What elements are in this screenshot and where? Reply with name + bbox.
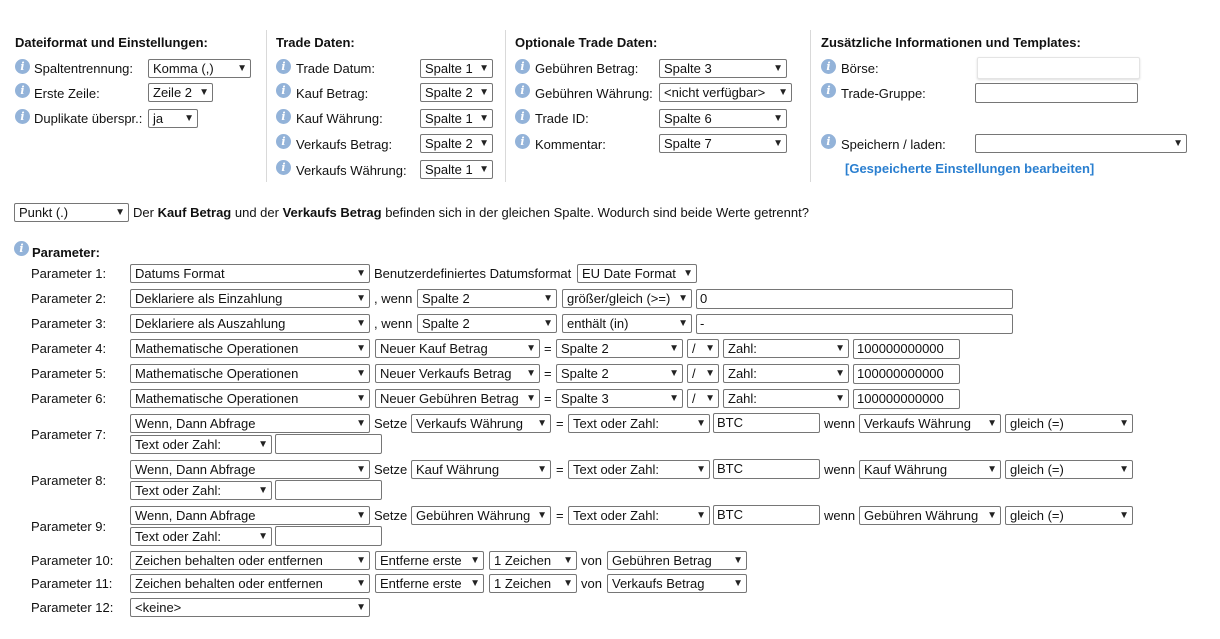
operator-select[interactable]: größer/gleich (>=) ▼	[562, 289, 692, 308]
wenn-text: wenn	[824, 462, 856, 477]
divider	[810, 30, 811, 182]
parameter-type-select[interactable]: <keine> ▼	[130, 598, 370, 617]
chevron-down-icon: ▼	[526, 393, 536, 404]
info-icon[interactable]: i	[276, 83, 291, 98]
verkaufs-betrag-label: Verkaufs Betrag:	[296, 137, 393, 152]
kauf-waehrung-label: Kauf Währung:	[296, 111, 383, 126]
parameter-type-select[interactable]: Wenn, Dann Abfrage ▼	[130, 460, 370, 479]
chevron-down-icon: ▼	[199, 87, 209, 98]
verkaufs-betrag-select[interactable]: Spalte 2 ▼	[420, 134, 493, 153]
chevron-down-icon: ▼	[479, 113, 489, 124]
chevron-down-icon: ▼	[543, 293, 553, 304]
chevron-down-icon: ▼	[773, 138, 783, 149]
parameter-label: Parameter 9:	[31, 519, 107, 534]
operand-value-input[interactable]: 100000000000	[853, 339, 960, 359]
gespeicherte-einstellungen-link[interactable]: [Gespeicherte Einstellungen bearbeiten]	[845, 161, 1095, 176]
chevron-down-icon: ▼	[705, 393, 715, 404]
chevron-down-icon: ▼	[696, 464, 706, 475]
math-operator-select[interactable]: / ▼	[687, 339, 719, 358]
char-field-select[interactable]: Verkaufs Betrag ▼	[607, 574, 747, 593]
chevron-down-icon: ▼	[479, 63, 489, 74]
parameter-type-select[interactable]: Mathematische Operationen ▼	[130, 389, 370, 408]
chevron-down-icon: ▼	[835, 343, 845, 354]
condition-operator-select[interactable]: gleich (=) ▼	[1005, 460, 1133, 479]
gebuehren-waehrung-select[interactable]: <nicht verfügbar> ▼	[659, 83, 792, 102]
info-icon[interactable]: i	[15, 83, 30, 98]
parameter-label: Parameter 8:	[31, 473, 107, 488]
condition-field-select[interactable]: Gebühren Währung ▼	[859, 506, 1001, 525]
chevron-down-icon: ▼	[356, 418, 366, 429]
condition-field-select[interactable]: Verkaufs Währung ▼	[859, 414, 1001, 433]
boerse-input[interactable]	[977, 57, 1140, 79]
wenn-text: , wenn	[374, 291, 413, 306]
info-icon[interactable]: i	[821, 59, 836, 74]
chevron-down-icon: ▼	[987, 418, 997, 429]
duplikate-label: Duplikate überspr.:	[34, 111, 143, 126]
chevron-down-icon: ▼	[705, 368, 715, 379]
chevron-down-icon: ▼	[678, 293, 688, 304]
parameter-type-select[interactable]: Mathematische Operationen ▼	[130, 364, 370, 383]
chevron-down-icon: ▼	[537, 510, 547, 521]
duplikate-select[interactable]: ja ▼	[148, 109, 198, 128]
char-mode-select[interactable]: Entferne erste ▼	[375, 551, 484, 570]
section-title-optional: Optionale Trade Daten:	[515, 35, 658, 50]
trade-gruppe-input[interactable]	[975, 83, 1138, 103]
speichern-select[interactable]	[975, 134, 1187, 153]
chevron-down-icon: ▼	[563, 578, 573, 589]
chevron-down-icon: ▼	[237, 63, 247, 74]
chevron-down-icon: ▼	[669, 393, 679, 404]
parameter-label: Parameter 7:	[31, 427, 107, 442]
wenn-text: wenn	[824, 508, 856, 523]
info-icon[interactable]: i	[821, 83, 836, 98]
chevron-down-icon: ▼	[733, 555, 743, 566]
column-select[interactable]: Spalte 2 ▼	[417, 289, 557, 308]
target-field-select[interactable]: Neuer Verkaufs Betrag ▼	[375, 364, 540, 383]
chevron-down-icon: ▼	[356, 318, 366, 329]
chevron-down-icon: ▼	[678, 318, 688, 329]
math-operator-select[interactable]: / ▼	[687, 364, 719, 383]
chevron-down-icon: ▼	[184, 113, 194, 124]
setze-text: Setze	[374, 462, 408, 477]
chevron-down-icon: ▼	[669, 343, 679, 354]
section-title-dateiformat: Dateiformat und Einstellungen:	[15, 35, 208, 50]
info-icon[interactable]: i	[276, 109, 291, 124]
trade-id-select[interactable]: Spalte 6 ▼	[659, 109, 787, 128]
set-field-select[interactable]: Kauf Währung ▼	[411, 460, 551, 479]
chevron-down-icon: ▼	[563, 555, 573, 566]
set-value-input[interactable]: BTC	[713, 459, 820, 479]
char-mode-select[interactable]: Entferne erste ▼	[375, 574, 484, 593]
condition-operator-select[interactable]: gleich (=) ▼	[1005, 414, 1133, 433]
set-field-select[interactable]: Gebühren Währung ▼	[411, 506, 551, 525]
char-count-select[interactable]: 1 Zeichen ▼	[489, 574, 577, 593]
operand-value-input[interactable]: 100000000000	[853, 389, 960, 409]
kauf-betrag-label: Kauf Betrag:	[296, 86, 369, 101]
chevron-down-icon: ▼	[669, 368, 679, 379]
chevron-down-icon: ▼	[479, 87, 489, 98]
chevron-down-icon: ▼	[470, 578, 480, 589]
chevron-down-icon: ▼	[356, 555, 366, 566]
section-title-trade: Trade Daten:	[276, 35, 355, 50]
chevron-down-icon: ▼	[778, 87, 788, 98]
gebuehren-betrag-select[interactable]: Spalte 3 ▼	[659, 59, 787, 78]
section-title-zusatz: Zusätzliche Informationen und Templates:	[821, 35, 1081, 50]
trade-datum-label: Trade Datum:	[296, 61, 375, 76]
chevron-down-icon: ▼	[356, 602, 366, 613]
value-input[interactable]: -	[696, 314, 1013, 334]
chevron-down-icon: ▼	[526, 343, 536, 354]
parameters-title: Parameter:	[32, 245, 100, 260]
chevron-down-icon: ▼	[356, 368, 366, 379]
chevron-down-icon: ▼	[356, 510, 366, 521]
info-icon[interactable]: i	[15, 59, 30, 74]
kauf-waehrung-select[interactable]: Spalte 1 ▼	[420, 109, 493, 128]
chevron-down-icon: ▼	[733, 578, 743, 589]
datumsformat-text: Benutzerdefiniertes Datumsformat	[374, 266, 572, 281]
chevron-down-icon: ▼	[356, 393, 366, 404]
setze-text: Setze	[374, 416, 408, 431]
chevron-down-icon: ▼	[987, 464, 997, 475]
separator-question: Der Kauf Betrag und der Verkaufs Betrag befinden sich in der gleichen Spalte. Wodurch sind beide Werte getrennt?	[133, 205, 809, 220]
chevron-down-icon: ▼	[479, 138, 489, 149]
equals-sign: =	[544, 341, 552, 356]
chevron-down-icon: ▼	[773, 63, 783, 74]
info-icon[interactable]: i	[515, 134, 530, 149]
info-icon[interactable]: i	[515, 59, 530, 74]
chevron-down-icon: ▼	[543, 318, 553, 329]
condition-field-select[interactable]: Kauf Währung ▼	[859, 460, 1001, 479]
kauf-betrag-select[interactable]: Spalte 2 ▼	[420, 83, 493, 102]
gebuehren-betrag-label: Gebühren Betrag:	[535, 61, 639, 76]
verkaufs-waehrung-label: Verkaufs Währung:	[296, 163, 407, 178]
operator-select[interactable]: enthält (in) ▼	[562, 314, 692, 333]
operand-value-input[interactable]: 100000000000	[853, 364, 960, 384]
chevron-down-icon: ▼	[356, 343, 366, 354]
separator-select[interactable]: Punkt (.) ▼	[14, 203, 129, 222]
chevron-down-icon: ▼	[1119, 464, 1129, 475]
column-select[interactable]: Spalte 3 ▼	[556, 389, 683, 408]
parameter-type-select[interactable]: Wenn, Dann Abfrage ▼	[130, 414, 370, 433]
kommentar-select[interactable]: Spalte 7 ▼	[659, 134, 787, 153]
chevron-down-icon: ▼	[1119, 510, 1129, 521]
verkaufs-waehrung-select[interactable]: Spalte 1 ▼	[420, 160, 493, 179]
setze-text: Setze	[374, 508, 408, 523]
gebuehren-waehrung-label: Gebühren Währung:	[535, 86, 653, 101]
wenn-text: , wenn	[374, 316, 413, 331]
target-field-select[interactable]: Neuer Gebühren Betrag ▼	[375, 389, 540, 408]
speichern-label: Speichern / laden:	[841, 137, 946, 152]
parameter-label: Parameter 10:	[31, 553, 114, 568]
parameter-label: Parameter 2:	[31, 291, 107, 306]
chevron-down-icon: ▼	[258, 439, 268, 450]
info-icon[interactable]: i	[15, 109, 30, 124]
parameter-type-select[interactable]: Deklariere als Einzahlung ▼	[130, 289, 370, 308]
chevron-down-icon: ▼	[479, 164, 489, 175]
chevron-down-icon: ▼	[526, 368, 536, 379]
info-icon[interactable]: i	[14, 241, 29, 256]
parameter-type-select[interactable]: Zeichen behalten oder entfernen ▼	[130, 551, 370, 570]
chevron-down-icon: ▼	[537, 464, 547, 475]
condition-value-input[interactable]	[275, 434, 382, 454]
operand-kind-select[interactable]: Zahl: ▼	[723, 389, 849, 408]
info-icon[interactable]: i	[276, 160, 291, 175]
chevron-down-icon: ▼	[258, 531, 268, 542]
value-kind-select[interactable]: Text oder Zahl: ▼	[568, 506, 710, 525]
chevron-down-icon: ▼	[356, 268, 366, 279]
equals-sign: =	[556, 508, 564, 523]
trade-gruppe-label: Trade-Gruppe:	[841, 86, 926, 101]
equals-sign: =	[556, 416, 564, 431]
boerse-label: Börse:	[841, 61, 879, 76]
equals-sign: =	[556, 462, 564, 477]
parameter-type-select[interactable]: Mathematische Operationen ▼	[130, 339, 370, 358]
char-count-select[interactable]: 1 Zeichen ▼	[489, 551, 577, 570]
trade-datum-select[interactable]: Spalte 1 ▼	[420, 59, 493, 78]
parameter-type-select[interactable]: Zeichen behalten oder entfernen ▼	[130, 574, 370, 593]
info-icon[interactable]: i	[821, 134, 836, 149]
chevron-down-icon: ▼	[356, 293, 366, 304]
value-input[interactable]: 0	[696, 289, 1013, 309]
chevron-down-icon: ▼	[696, 418, 706, 429]
chevron-down-icon: ▼	[835, 368, 845, 379]
erste-zeile-select[interactable]: Zeile 2 ▼	[148, 83, 213, 102]
parameter-label: Parameter 5:	[31, 366, 107, 381]
equals-sign: =	[544, 366, 552, 381]
chevron-down-icon: ▼	[683, 268, 693, 279]
condition-kind-select[interactable]: Text oder Zahl: ▼	[130, 527, 272, 546]
parameter-label: Parameter 6:	[31, 391, 107, 406]
chevron-down-icon: ▼	[1119, 418, 1129, 429]
chevron-down-icon: ▼	[1173, 138, 1183, 149]
column-select[interactable]: Spalte 2 ▼	[556, 364, 683, 383]
parameter-label: Parameter 1:	[31, 266, 107, 281]
chevron-down-icon: ▼	[258, 485, 268, 496]
set-value-input[interactable]: BTC	[713, 413, 820, 433]
value-kind-select[interactable]: Text oder Zahl: ▼	[568, 414, 710, 433]
parameter-label: Parameter 4:	[31, 341, 107, 356]
column-select[interactable]: Spalte 2 ▼	[417, 314, 557, 333]
chevron-down-icon: ▼	[115, 207, 125, 218]
value-kind-select[interactable]: Text oder Zahl: ▼	[568, 460, 710, 479]
condition-value-input[interactable]	[275, 480, 382, 500]
set-field-select[interactable]: Verkaufs Währung ▼	[411, 414, 551, 433]
chevron-down-icon: ▼	[537, 418, 547, 429]
condition-value-input[interactable]	[275, 526, 382, 546]
spaltentrennung-select[interactable]: Komma (,) ▼	[148, 59, 251, 78]
operand-kind-select[interactable]: Zahl: ▼	[723, 364, 849, 383]
divider	[505, 30, 506, 182]
von-text: von	[581, 576, 602, 591]
condition-kind-select[interactable]: Text oder Zahl: ▼	[130, 481, 272, 500]
chevron-down-icon: ▼	[696, 510, 706, 521]
column-select[interactable]: Spalte 2 ▼	[556, 339, 683, 358]
set-value-input[interactable]: BTC	[713, 505, 820, 525]
chevron-down-icon: ▼	[987, 510, 997, 521]
info-icon[interactable]: i	[276, 59, 291, 74]
parameter-label: Parameter 12:	[31, 600, 114, 615]
von-text: von	[581, 553, 602, 568]
date-format-select[interactable]: EU Date Format ▼	[577, 264, 697, 283]
equals-sign: =	[544, 391, 552, 406]
divider	[266, 30, 267, 182]
wenn-text: wenn	[824, 416, 856, 431]
erste-zeile-label: Erste Zeile:	[34, 86, 100, 101]
chevron-down-icon: ▼	[356, 464, 366, 475]
chevron-down-icon: ▼	[705, 343, 715, 354]
info-icon[interactable]: i	[276, 134, 291, 149]
operand-kind-select[interactable]: Zahl: ▼	[723, 339, 849, 358]
chevron-down-icon: ▼	[835, 393, 845, 404]
parameter-label: Parameter 3:	[31, 316, 107, 331]
info-icon[interactable]: i	[515, 83, 530, 98]
target-field-select[interactable]: Neuer Kauf Betrag ▼	[375, 339, 540, 358]
condition-operator-select[interactable]: gleich (=) ▼	[1005, 506, 1133, 525]
char-field-select[interactable]: Gebühren Betrag ▼	[607, 551, 747, 570]
spaltentrennung-label: Spaltentrennung:	[34, 61, 134, 76]
parameter-type-select[interactable]: Datums Format ▼	[130, 264, 370, 283]
chevron-down-icon: ▼	[356, 578, 366, 589]
chevron-down-icon: ▼	[470, 555, 480, 566]
math-operator-select[interactable]: / ▼	[687, 389, 719, 408]
condition-kind-select[interactable]: Text oder Zahl: ▼	[130, 435, 272, 454]
parameter-type-select[interactable]: Wenn, Dann Abfrage ▼	[130, 506, 370, 525]
trade-id-label: Trade ID:	[535, 111, 589, 126]
chevron-down-icon: ▼	[773, 113, 783, 124]
kommentar-label: Kommentar:	[535, 137, 606, 152]
parameter-type-select[interactable]: Deklariere als Auszahlung ▼	[130, 314, 370, 333]
parameter-label: Parameter 11:	[31, 576, 113, 591]
info-icon[interactable]: i	[515, 109, 530, 124]
